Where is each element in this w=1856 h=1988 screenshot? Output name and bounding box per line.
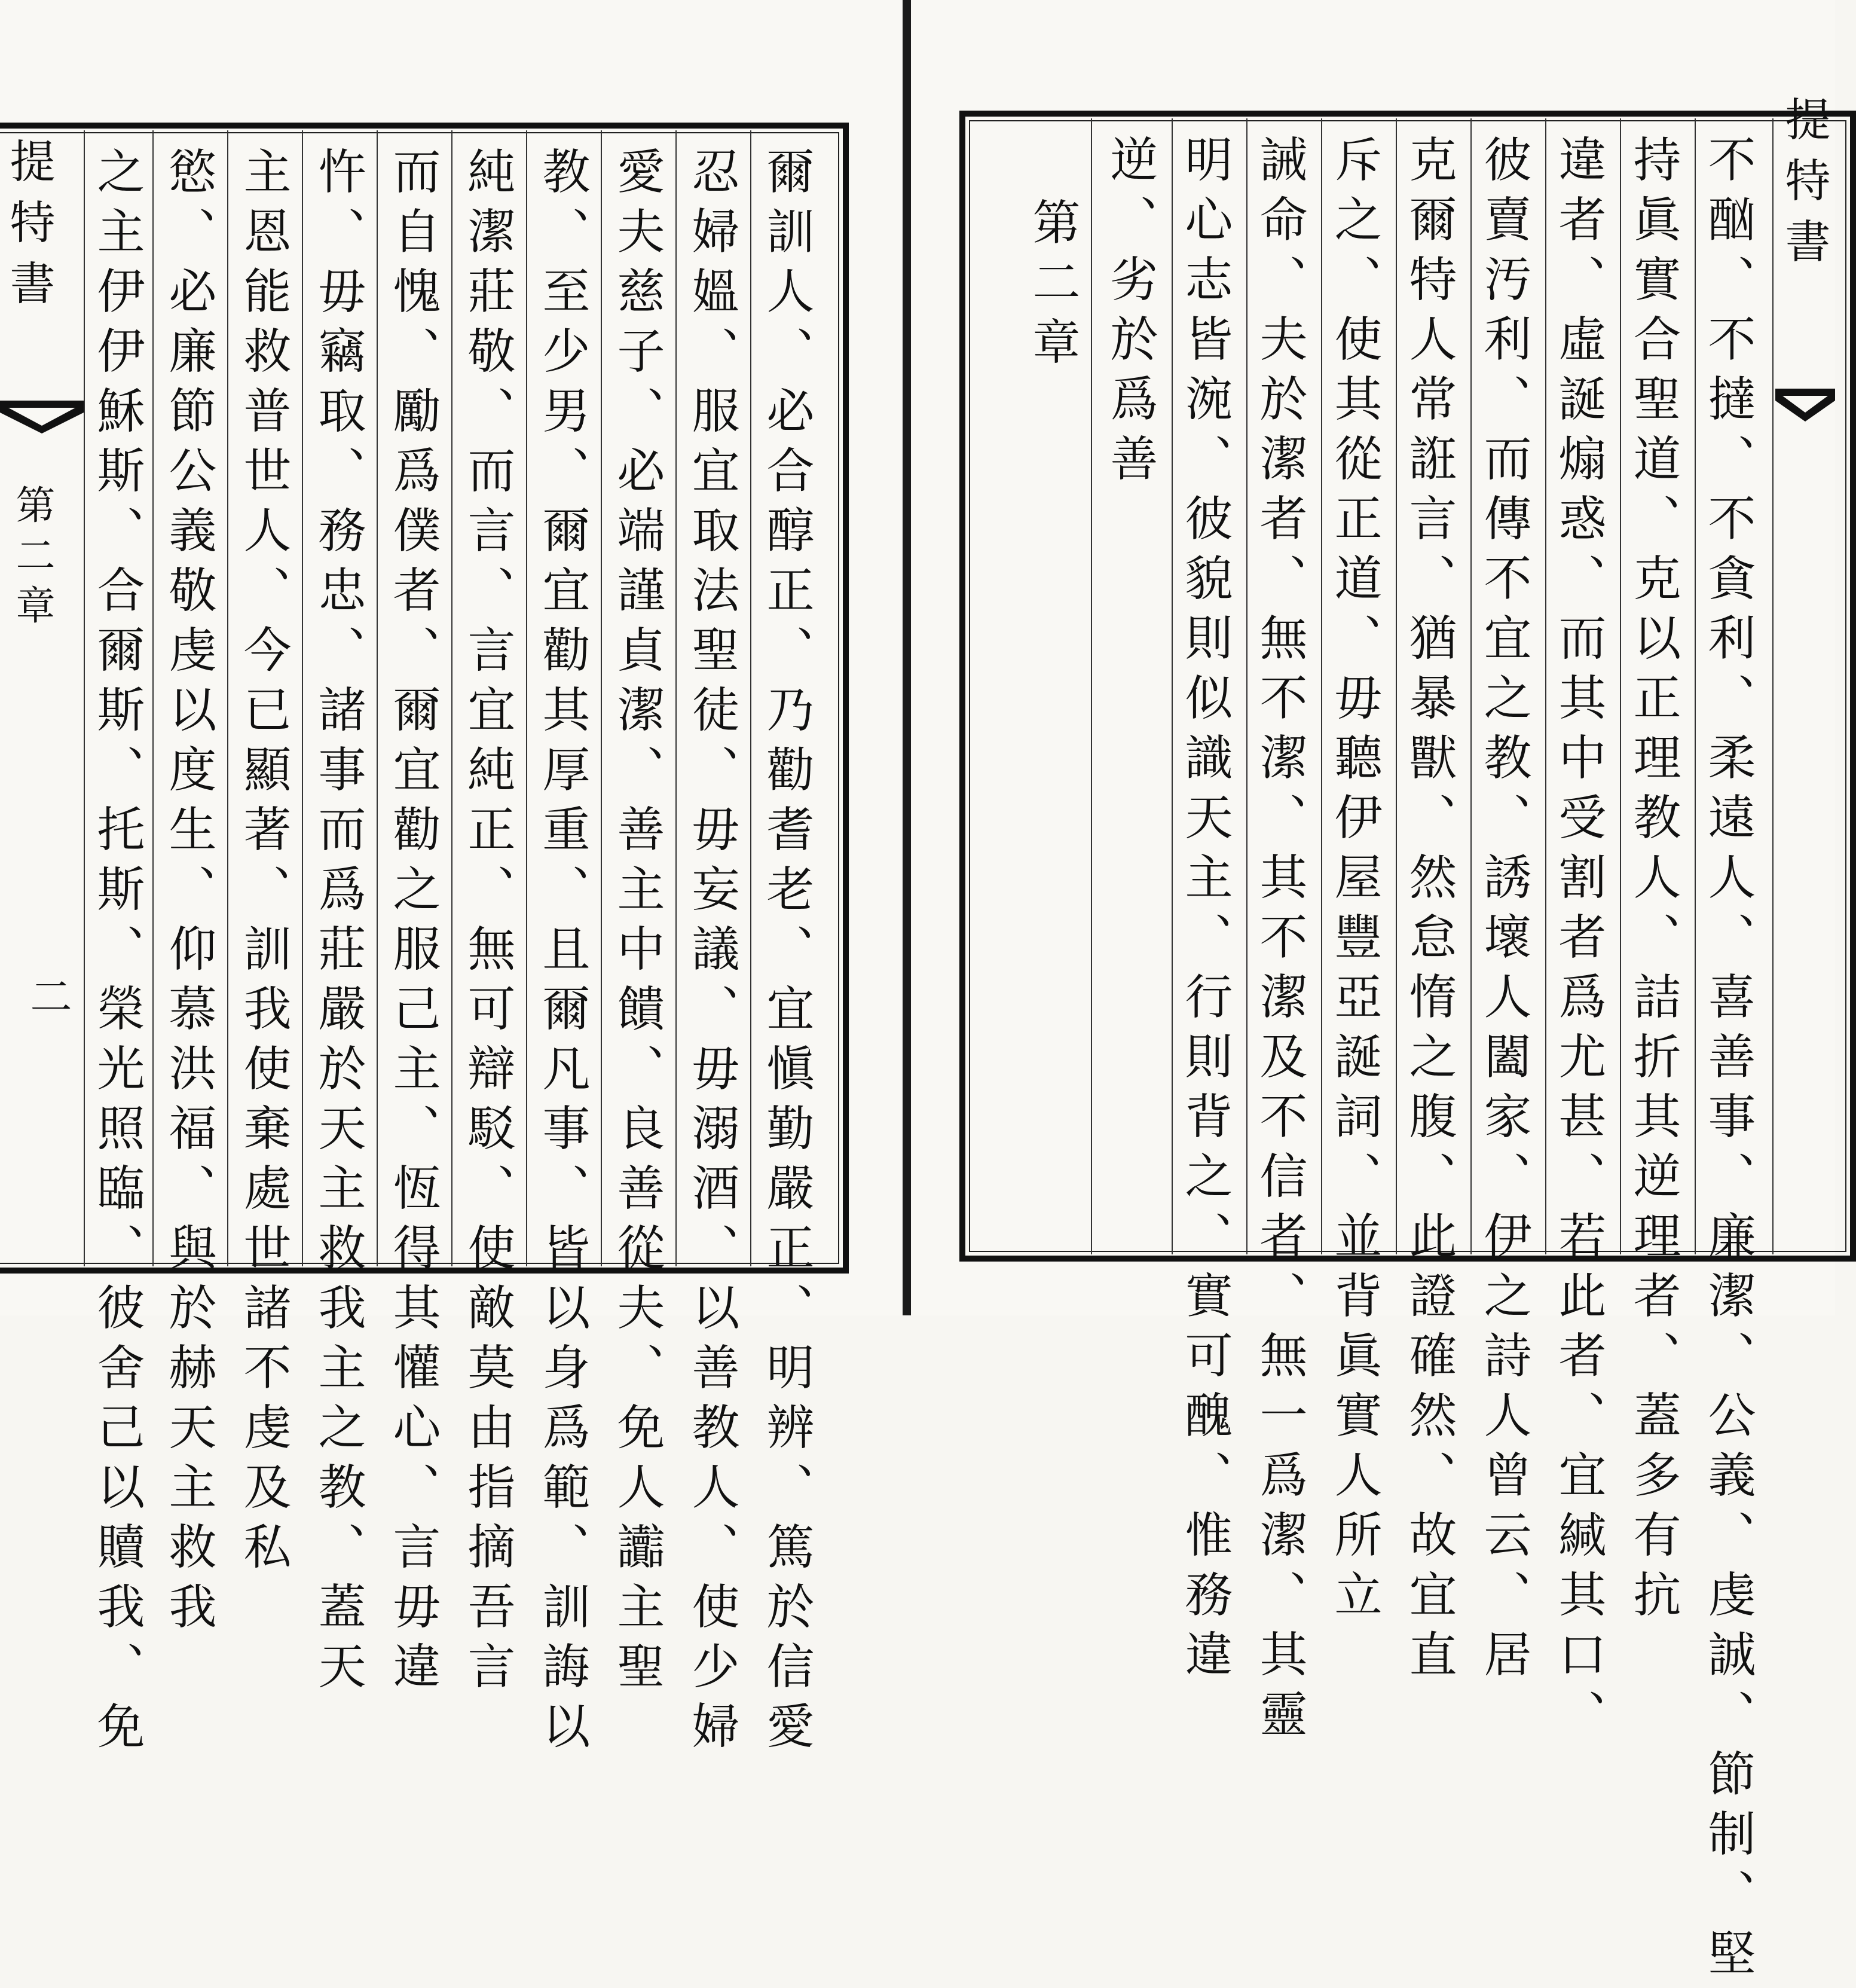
right-col-rule xyxy=(1172,118,1173,1254)
right-col-rule xyxy=(1470,118,1472,1254)
right-col-rule xyxy=(1246,118,1247,1254)
left-col-rule xyxy=(451,130,452,1266)
right-col-8: 明心志皆涴、彼貌則似識天主、行則背之、實可醜、惟務違 xyxy=(1177,135,1233,1689)
left-fish-tail-ornament xyxy=(0,401,84,436)
left-col-6: 而自愧、勵爲僕者、爾宜勸之服己主、恆得其懽心、言毋違 xyxy=(385,146,441,1701)
right-col-5: 克爾特人常誑言、猶暴獸、然怠惰之腹、此證確然、故宜直 xyxy=(1401,135,1457,1689)
left-col-rule xyxy=(227,130,228,1266)
left-sidebar-rule xyxy=(84,130,85,1266)
left-col-4: 教、至少男、爾宜勸其厚重、且爾凡事、皆以身爲範、訓誨以 xyxy=(534,146,590,1761)
left-margin-title: 提特書 xyxy=(2,138,56,320)
left-col-rule xyxy=(377,130,378,1266)
right-col-rule xyxy=(1321,118,1322,1254)
right-col-rule xyxy=(1091,118,1092,1254)
left-col-10: 之主伊伊穌斯、合爾斯、托斯、榮光照臨、彼舍己以贖我、免 xyxy=(89,146,145,1761)
right-col-rule xyxy=(1695,118,1696,1254)
left-col-rule xyxy=(750,130,751,1266)
left-col-8: 主恩能救普世人、今已顯著、訓我使棄處世諸不虔及私 xyxy=(236,146,291,1581)
left-col-rule xyxy=(302,130,303,1266)
right-fish-tail-ornament xyxy=(1775,389,1835,425)
right-sidebar-rule xyxy=(1772,118,1774,1254)
left-col-9: 慾、必廉節公義敬虔以度生、仰慕洪福、與於赫天主救我 xyxy=(161,146,216,1641)
left-col-2: 忍婦媼、服宜取法聖徒、毋妄議、毋溺酒、以善教人、使少婦 xyxy=(684,146,739,1761)
left-col-rule xyxy=(152,130,154,1266)
right-col-4: 彼賣汚利、而傳不宜之教、誘壞人闔家、伊之詩人曾云、居 xyxy=(1476,135,1531,1689)
left-col-rule xyxy=(675,130,677,1266)
right-col-9: 逆、劣於爲善 xyxy=(1102,135,1158,493)
left-col-7: 忤、毋竊取、務忠、諸事而爲莊嚴於天主救我主之教、蓋天 xyxy=(310,146,366,1701)
left-page-number: 二 xyxy=(23,975,72,1016)
left-col-rule xyxy=(601,130,602,1266)
left-col-1: 爾訓人、必合醇正、乃勸耆老、宜愼勤嚴正、明辨、篤於信愛 xyxy=(759,146,814,1761)
right-col-7: 誡命、夫於潔者、無不潔、其不潔及不信者、無一爲潔、其靈 xyxy=(1252,135,1307,1749)
left-page xyxy=(0,0,912,1761)
right-col-rule xyxy=(1545,118,1546,1254)
right-col-1: 不酗、不撻、不貪利、柔遠人、喜善事、廉潔、公義、虔誠、節制、堅 xyxy=(1700,135,1756,1988)
right-col-rule xyxy=(1396,118,1397,1254)
right-page xyxy=(912,0,1835,1988)
right-col-rule xyxy=(1620,118,1621,1254)
right-col-6: 斥之、使其從正道、毋聽伊屋豐亞誕詞、並背眞實人所立 xyxy=(1326,135,1382,1629)
left-col-3: 愛夫慈子、必端謹貞潔、善主中饋、良善從夫、免人讟主聖 xyxy=(609,146,665,1701)
left-col-5: 純潔莊敬、而言、言宜純正、無可辯駁、使敵莫由指摘吾言 xyxy=(460,146,515,1701)
right-col-3: 違者、虛誕煽惑、而其中受割者爲尤甚、若此者、宜緘其口、 xyxy=(1551,135,1606,1749)
right-col-2: 持眞實合聖道、克以正理教人、詰折其逆理者、蓋多有抗 xyxy=(1625,135,1681,1629)
right-chapter-heading: 第二章 xyxy=(1025,197,1080,377)
right-margin-title: 提特書 xyxy=(1778,96,1831,279)
left-chapter-label: 第二章 xyxy=(9,484,55,635)
left-col-rule xyxy=(526,130,527,1266)
gutter-binding-line xyxy=(903,0,911,1315)
